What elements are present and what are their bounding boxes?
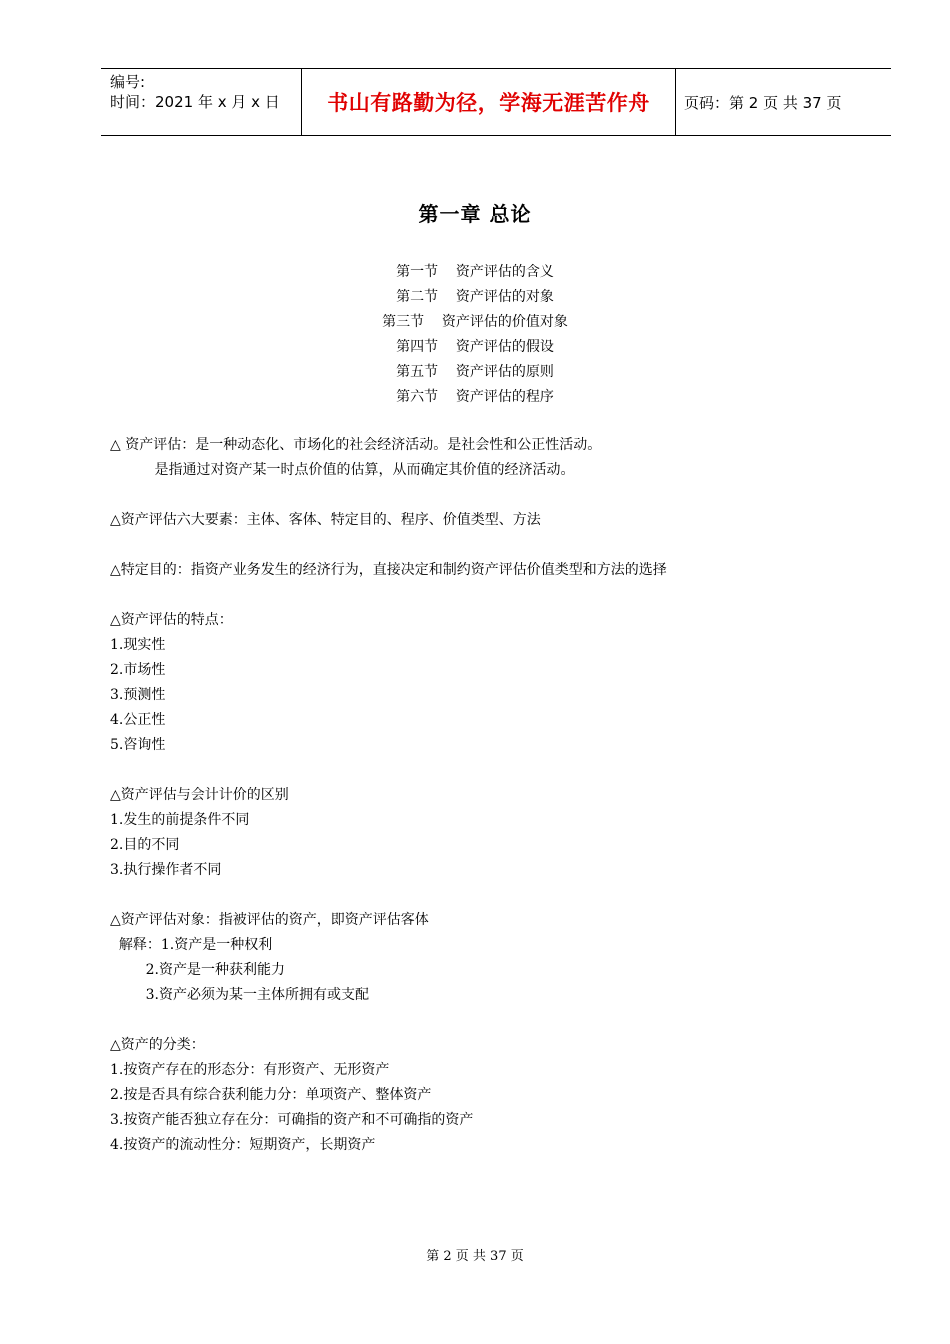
date-line: 时间：2021 年 x 月 x 日 <box>110 93 280 111</box>
list-item: 2.按是否具有综合获利能力分：单项资产、整体资产 <box>110 1087 432 1103</box>
list-item: 1.现实性 <box>110 637 166 653</box>
motto-text: 书山有路勤为径，学海无涯苦作舟 <box>327 91 650 115</box>
definition-line: 是指通过对资产某一时点价值的估算，从而确定其价值的经济活动。 <box>110 462 575 478</box>
list-item: 5.咨询性 <box>110 737 166 753</box>
list-item: 2.市场性 <box>110 662 166 678</box>
list-item: 1.按资产存在的形态分：有形资产、无形资产 <box>110 1062 390 1078</box>
object-heading: △资产评估对象：指被评估的资产，即资产评估客体 <box>110 912 429 928</box>
header-meta <box>101 69 302 135</box>
section-item: 第三节 资产评估的价值对象 <box>382 314 568 330</box>
list-item: 3.按资产能否独立存在分：可确指的资产和不可确指的资产 <box>110 1112 474 1128</box>
features-heading: △资产评估的特点： <box>110 612 233 628</box>
list-item: 2.目的不同 <box>110 837 180 853</box>
list-item: 3.预测性 <box>110 687 166 703</box>
section-item: 第六节 资产评估的程序 <box>396 389 554 405</box>
section-item: 第四节 资产评估的假设 <box>396 339 554 355</box>
header-page-info: 页码：第 2 页 共 37 页 <box>684 93 842 112</box>
document-header <box>101 68 891 136</box>
section-item: 第五节 资产评估的原则 <box>396 364 554 380</box>
list-item: 4.公正性 <box>110 712 166 728</box>
list-item: 1.发生的前提条件不同 <box>110 812 250 828</box>
number-label: 编号: <box>110 73 146 91</box>
list-item: 4.按资产的流动性分：短期资产，长期资产 <box>110 1137 376 1153</box>
section-item: 第二节 资产评估的对象 <box>396 289 554 305</box>
chapter-title: 第一章 总论 <box>418 202 532 226</box>
list-item: 2.资产是一种获利能力 <box>110 962 285 978</box>
six-elements-line: △资产评估六大要素：主体、客体、特定目的、程序、价值类型、方法 <box>110 512 541 528</box>
section-list <box>0 260 950 410</box>
section-item: 第一节 资产评估的含义 <box>396 264 554 280</box>
specific-purpose-line: △特定目的：指资产业务发生的经济行为，直接决定和制约资产评估价值类型和方法的选择 <box>110 562 667 578</box>
document-body <box>110 433 870 1158</box>
definition-line: △ 资产评估：是一种动态化、市场化的社会经济活动。是社会性和公正性活动。 <box>110 437 602 453</box>
header-motto <box>302 69 676 135</box>
difference-heading: △资产评估与会计计价的区别 <box>110 787 289 803</box>
page-footer: 第 2 页 共 37 页 <box>426 1249 524 1264</box>
list-item: 3.资产必须为某一主体所拥有或支配 <box>110 987 369 1003</box>
list-item: 3.执行操作者不同 <box>110 862 222 878</box>
classification-heading: △资产的分类： <box>110 1037 205 1053</box>
list-item: 解释：1.资产是一种权利 <box>110 937 273 953</box>
